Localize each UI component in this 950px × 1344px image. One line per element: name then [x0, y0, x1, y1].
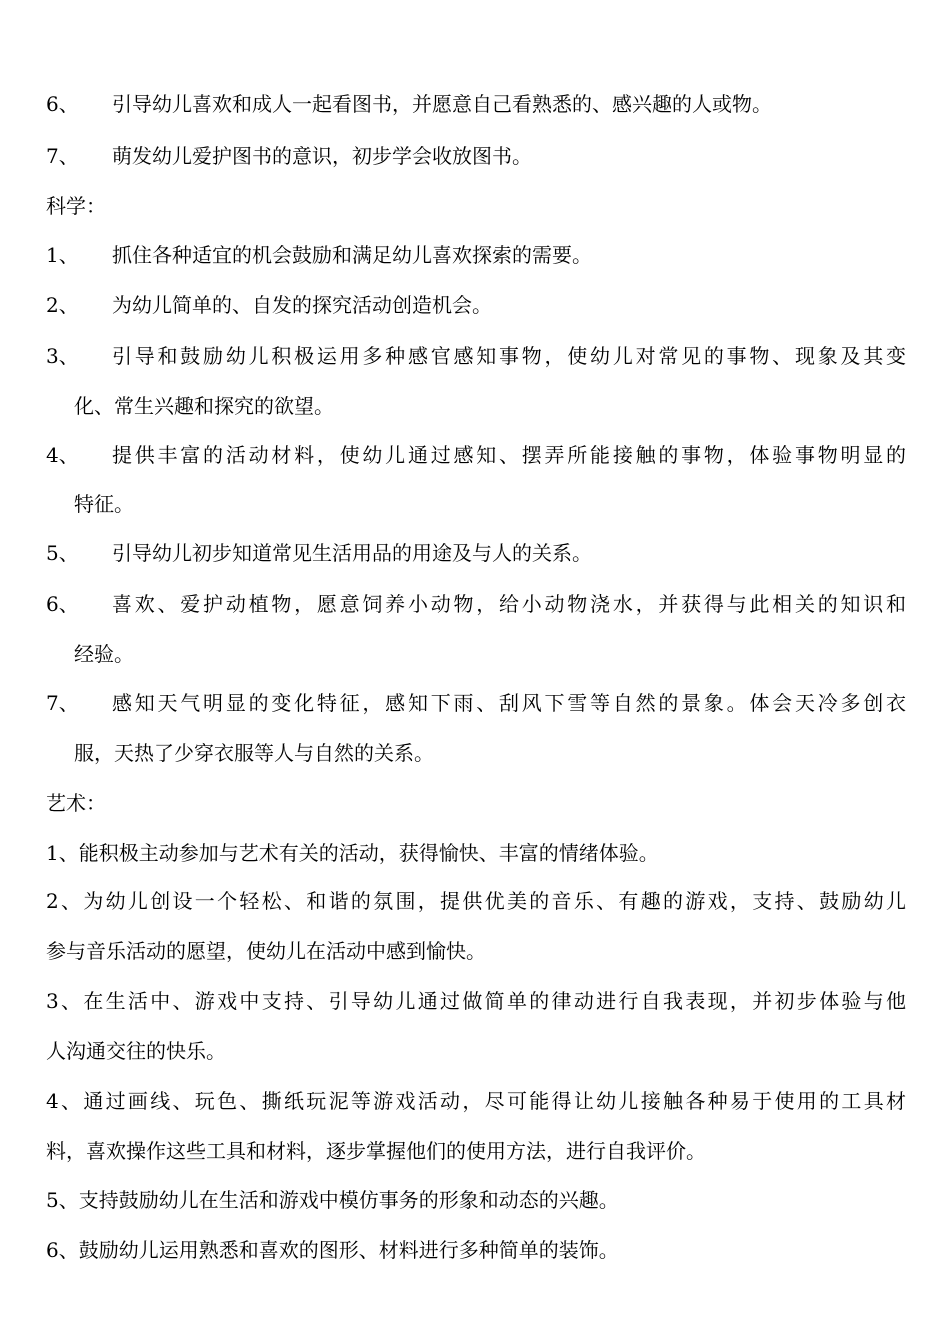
science-item-3-text-line-1: 引导和鼓励幼儿积极运用多种感官感知事物，使幼儿对常见的事物、现象及其变	[112, 344, 906, 368]
science-item-6-text-line-1: 喜欢、爱护动植物，愿意饲养小动物，给小动物浇水，并获得与此相关的知识和	[112, 592, 906, 616]
science-item-7-text-line-2: 服，天热了少穿衣服等人与自然的关系。	[74, 741, 434, 765]
science-item-5-text: 引导幼儿初步知道常见生活用品的用途及与人的关系。	[112, 541, 592, 565]
science-item-7-number: 7、	[46, 691, 79, 715]
art-item-2-line-1: 2、为幼儿创设一个轻松、和谐的氛围，提供优美的音乐、有趣的游戏，支持、鼓励幼儿	[46, 889, 906, 913]
art-item-5-line-1: 5、支持鼓励幼儿在生活和游戏中模仿事务的形象和动态的兴趣。	[46, 1188, 619, 1212]
art-item-4-line-1: 4、通过画线、玩色、撕纸玩泥等游戏活动，尽可能得让幼儿接触各种易于使用的工具材	[46, 1089, 906, 1113]
language-item-7-text: 萌发幼儿爱护图书的意识，初步学会收放图书。	[112, 144, 532, 168]
art-item-6-line-1: 6、鼓励幼儿运用熟悉和喜欢的图形、材料进行多种简单的装饰。	[46, 1238, 619, 1262]
science-heading: 科学：	[46, 194, 106, 218]
science-item-4-text-line-2: 特征。	[74, 492, 134, 516]
science-item-4-number: 4、	[46, 443, 79, 467]
art-item-3-line-2: 人沟通交往的快乐。	[46, 1039, 226, 1063]
art-item-4-line-2: 料，喜欢操作这些工具和材料，逐步掌握他们的使用方法，进行自我评价。	[46, 1139, 706, 1163]
language-item-6-number: 6、	[46, 92, 79, 116]
science-item-6-number: 6、	[46, 592, 79, 616]
art-item-1-line-1: 1、能积极主动参加与艺术有关的活动，获得愉快、丰富的情绪体验。	[46, 841, 659, 865]
art-item-3-line-1: 3、在生活中、游戏中支持、引导幼儿通过做简单的律动进行自我表现，并初步体验与他	[46, 989, 906, 1013]
science-item-6-text-line-2: 经验。	[74, 642, 134, 666]
language-item-7-number: 7、	[46, 144, 79, 168]
science-item-2-text: 为幼儿简单的、自发的探究活动创造机会。	[112, 293, 492, 317]
science-item-1-number: 1、	[46, 243, 79, 267]
science-item-3-number: 3、	[46, 344, 79, 368]
art-item-2-line-2: 参与音乐活动的愿望，使幼儿在活动中感到愉快。	[46, 939, 486, 963]
art-heading: 艺术：	[46, 791, 106, 815]
language-item-6-text: 引导幼儿喜欢和成人一起看图书，并愿意自己看熟悉的、感兴趣的人或物。	[112, 92, 772, 116]
science-item-1-text: 抓住各种适宜的机会鼓励和满足幼儿喜欢探索的需要。	[112, 243, 592, 267]
science-item-5-number: 5、	[46, 541, 79, 565]
science-item-7-text-line-1: 感知天气明显的变化特征，感知下雨、刮风下雪等自然的景象。体会天冷多创衣	[112, 691, 906, 715]
science-item-3-text-line-2: 化、常生兴趣和探究的欲望。	[74, 394, 334, 418]
science-item-4-text-line-1: 提供丰富的活动材料，使幼儿通过感知、摆弄所能接触的事物，体验事物明显的	[112, 443, 906, 467]
science-item-2-number: 2、	[46, 293, 79, 317]
